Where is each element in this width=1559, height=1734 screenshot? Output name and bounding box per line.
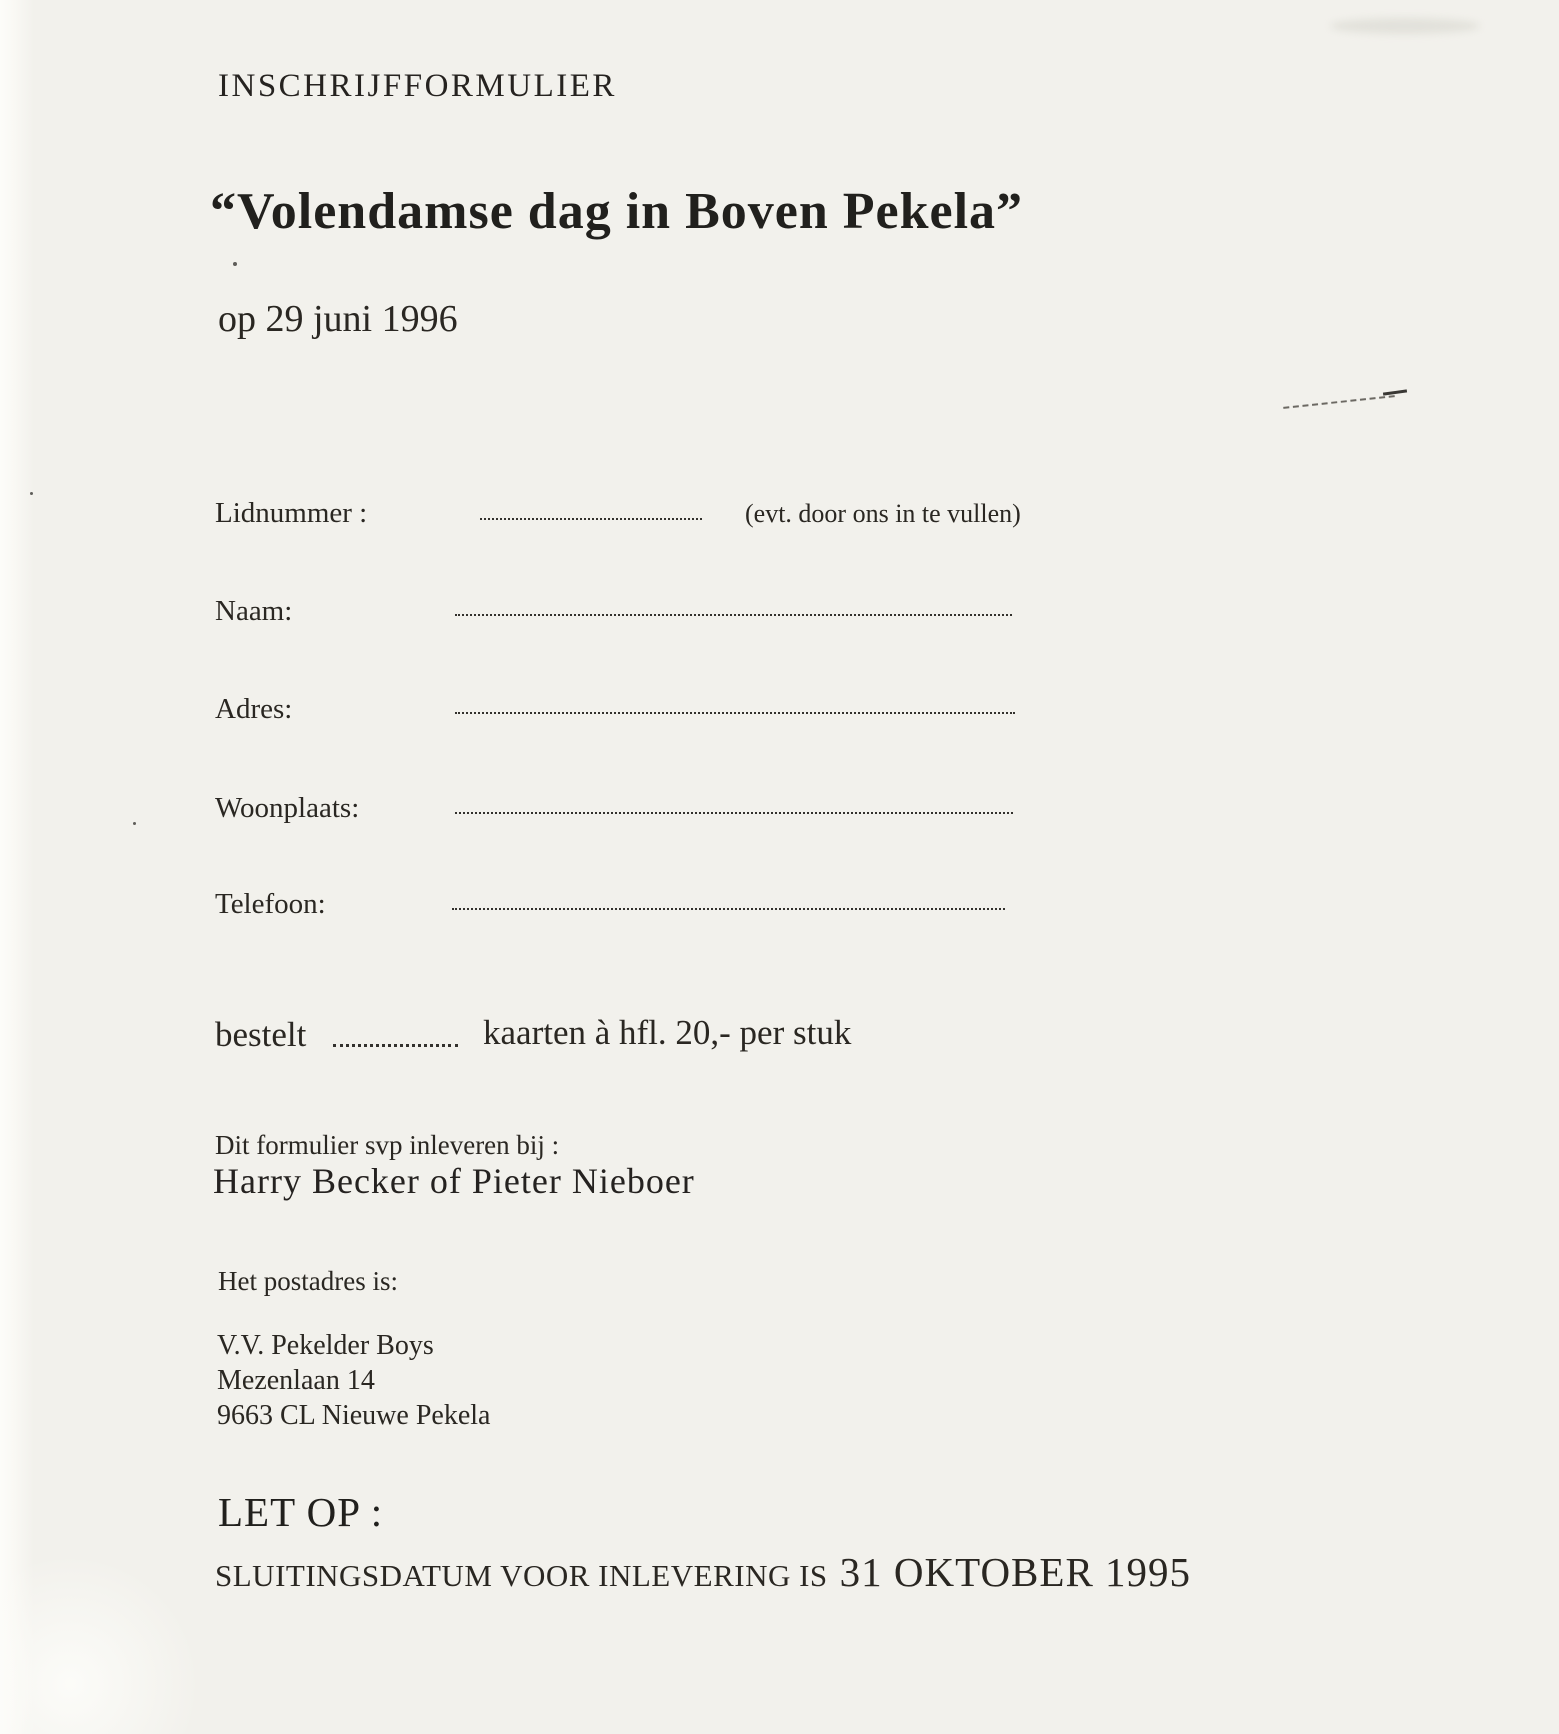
field-line-naam <box>455 614 1012 616</box>
pencil-mark-dash <box>1383 389 1407 395</box>
warning-heading: LET OP : <box>218 1489 384 1535</box>
order-prefix: bestelt <box>215 1015 307 1054</box>
stray-ink-dot <box>133 822 136 825</box>
field-label-naam: Naam: <box>215 595 293 627</box>
stray-ink-dot <box>233 262 237 266</box>
pencil-mark <box>1283 395 1395 409</box>
field-label-telefoon: Telefoon: <box>215 888 326 920</box>
submit-contacts: Harry Becker of Pieter Nieboer <box>213 1161 695 1201</box>
event-date: op 29 juni 1996 <box>218 298 458 340</box>
field-line-woonplaats <box>455 812 1013 814</box>
field-label-lidnummer: Lidnummer : <box>215 497 368 529</box>
field-label-woonplaats: Woonplaats: <box>215 792 360 824</box>
form-title: “Volendamse dag in Boven Pekela” <box>210 183 1024 240</box>
form-kicker: INSCHRIJFFORMULIER <box>218 68 617 104</box>
stray-ink-dot <box>30 492 33 495</box>
deadline-line <box>215 1548 1191 1596</box>
submit-instruction: Dit formulier svp inleveren bij : <box>215 1130 560 1160</box>
field-line-telefoon <box>452 908 1005 910</box>
field-note-lidnummer: (evt. door ons in te vullen) <box>745 499 1021 528</box>
field-line-lidnummer <box>480 518 702 520</box>
paper-edge <box>0 0 34 1734</box>
deadline-date: 31 OKTOBER 1995 <box>839 1549 1192 1595</box>
field-label-adres: Adres: <box>215 693 293 725</box>
order-quantity-line <box>333 1044 458 1047</box>
postal-address-line-1: V.V. Pekelder Boys <box>217 1330 434 1361</box>
postal-intro: Het postadres is: <box>218 1266 398 1296</box>
order-suffix: kaarten à hfl. 20,- per stuk <box>483 1013 852 1052</box>
postal-address-line-2: Mezenlaan 14 <box>217 1365 375 1396</box>
postal-address-line-3: 9663 CL Nieuwe Pekela <box>217 1400 491 1431</box>
deadline-prefix: SLUITINGSDATUM VOOR INLEVERING IS <box>215 1558 828 1593</box>
field-line-adres <box>455 712 1015 714</box>
paper-corner-highlight <box>0 1554 200 1734</box>
scan-smudge <box>1330 18 1480 34</box>
